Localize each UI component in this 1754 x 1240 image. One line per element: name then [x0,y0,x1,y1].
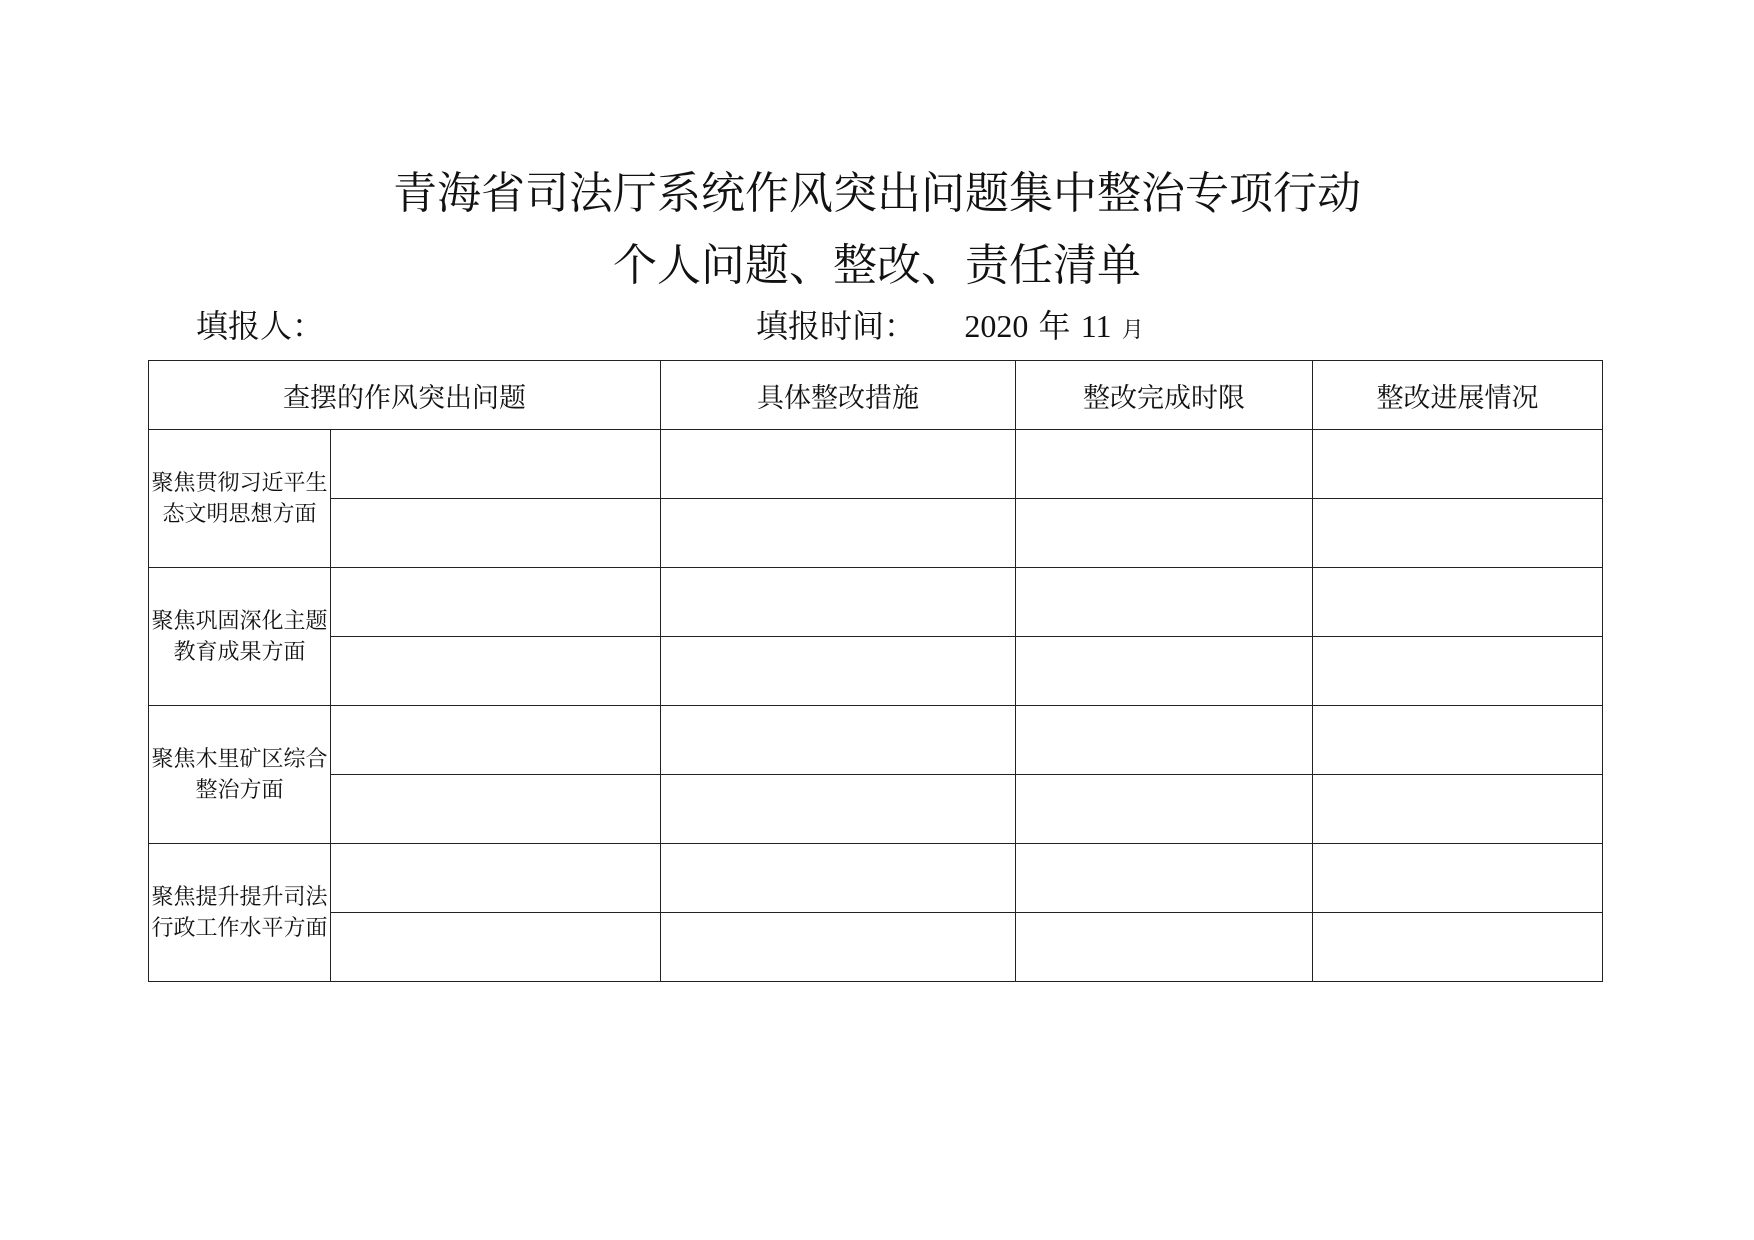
measure-cell[interactable] [661,430,1016,499]
fill-year: 2020 [964,308,1029,344]
table-row [149,637,1603,706]
problem-cell[interactable] [331,637,661,706]
measure-cell[interactable] [661,913,1016,982]
progress-cell[interactable] [1313,775,1603,844]
filler-label: 填报人： [196,307,325,345]
problem-cell[interactable] [331,706,661,775]
fill-year-unit: 年 [1038,307,1071,345]
measure-cell[interactable] [661,637,1016,706]
problem-cell[interactable] [331,568,661,637]
progress-cell[interactable] [1313,568,1603,637]
filler-field [196,306,324,346]
document-title-line2: 个人问题、整改、责任清单 [613,240,1141,291]
category-cell: 聚焦贯彻习近平生态文明思想方面 [149,430,331,568]
table-row [149,568,1603,637]
problem-cell[interactable] [331,844,661,913]
table-header-row [149,361,1603,430]
table-row [149,775,1603,844]
fill-month-unit: 月 [1121,318,1144,343]
problem-cell[interactable] [331,775,661,844]
deadline-cell[interactable] [1016,430,1313,499]
fill-month: 11 [1080,308,1112,344]
category-cell: 聚焦提升提升司法行政工作水平方面 [149,844,331,982]
deadline-cell[interactable] [1016,775,1313,844]
progress-cell[interactable] [1313,637,1603,706]
problem-cell[interactable] [331,913,661,982]
fill-time-field [756,306,1144,351]
table-row [149,430,1603,499]
category-cell: 聚焦巩固深化主题教育成果方面 [149,568,331,706]
table-row [149,499,1603,568]
problem-cell[interactable] [331,499,661,568]
progress-cell[interactable] [1313,913,1603,982]
category-cell: 聚焦木里矿区综合整治方面 [149,706,331,844]
measure-cell[interactable] [661,775,1016,844]
progress-cell[interactable] [1313,499,1603,568]
problem-cell[interactable] [331,430,661,499]
header-deadline: 整改完成时限 [1016,361,1313,430]
deadline-cell[interactable] [1016,568,1313,637]
deadline-cell[interactable] [1016,844,1313,913]
table-row [149,706,1603,775]
deadline-cell[interactable] [1016,706,1313,775]
measure-cell[interactable] [661,568,1016,637]
responsibility-table [148,360,1603,982]
progress-cell[interactable] [1313,430,1603,499]
progress-cell[interactable] [1313,706,1603,775]
measure-cell[interactable] [661,844,1016,913]
header-progress: 整改进展情况 [1313,361,1603,430]
document-title-line1: 青海省司法厅系统作风突出问题集中整治专项行动 [393,168,1361,219]
table-row [149,913,1603,982]
table-row [149,844,1603,913]
measure-cell[interactable] [661,499,1016,568]
deadline-cell[interactable] [1016,499,1313,568]
header-problems: 查摆的作风突出问题 [149,361,661,430]
deadline-cell[interactable] [1016,637,1313,706]
progress-cell[interactable] [1313,844,1603,913]
header-measures: 具体整改措施 [661,361,1016,430]
deadline-cell[interactable] [1016,913,1313,982]
fill-time-label: 填报时间： [756,307,917,345]
measure-cell[interactable] [661,706,1016,775]
